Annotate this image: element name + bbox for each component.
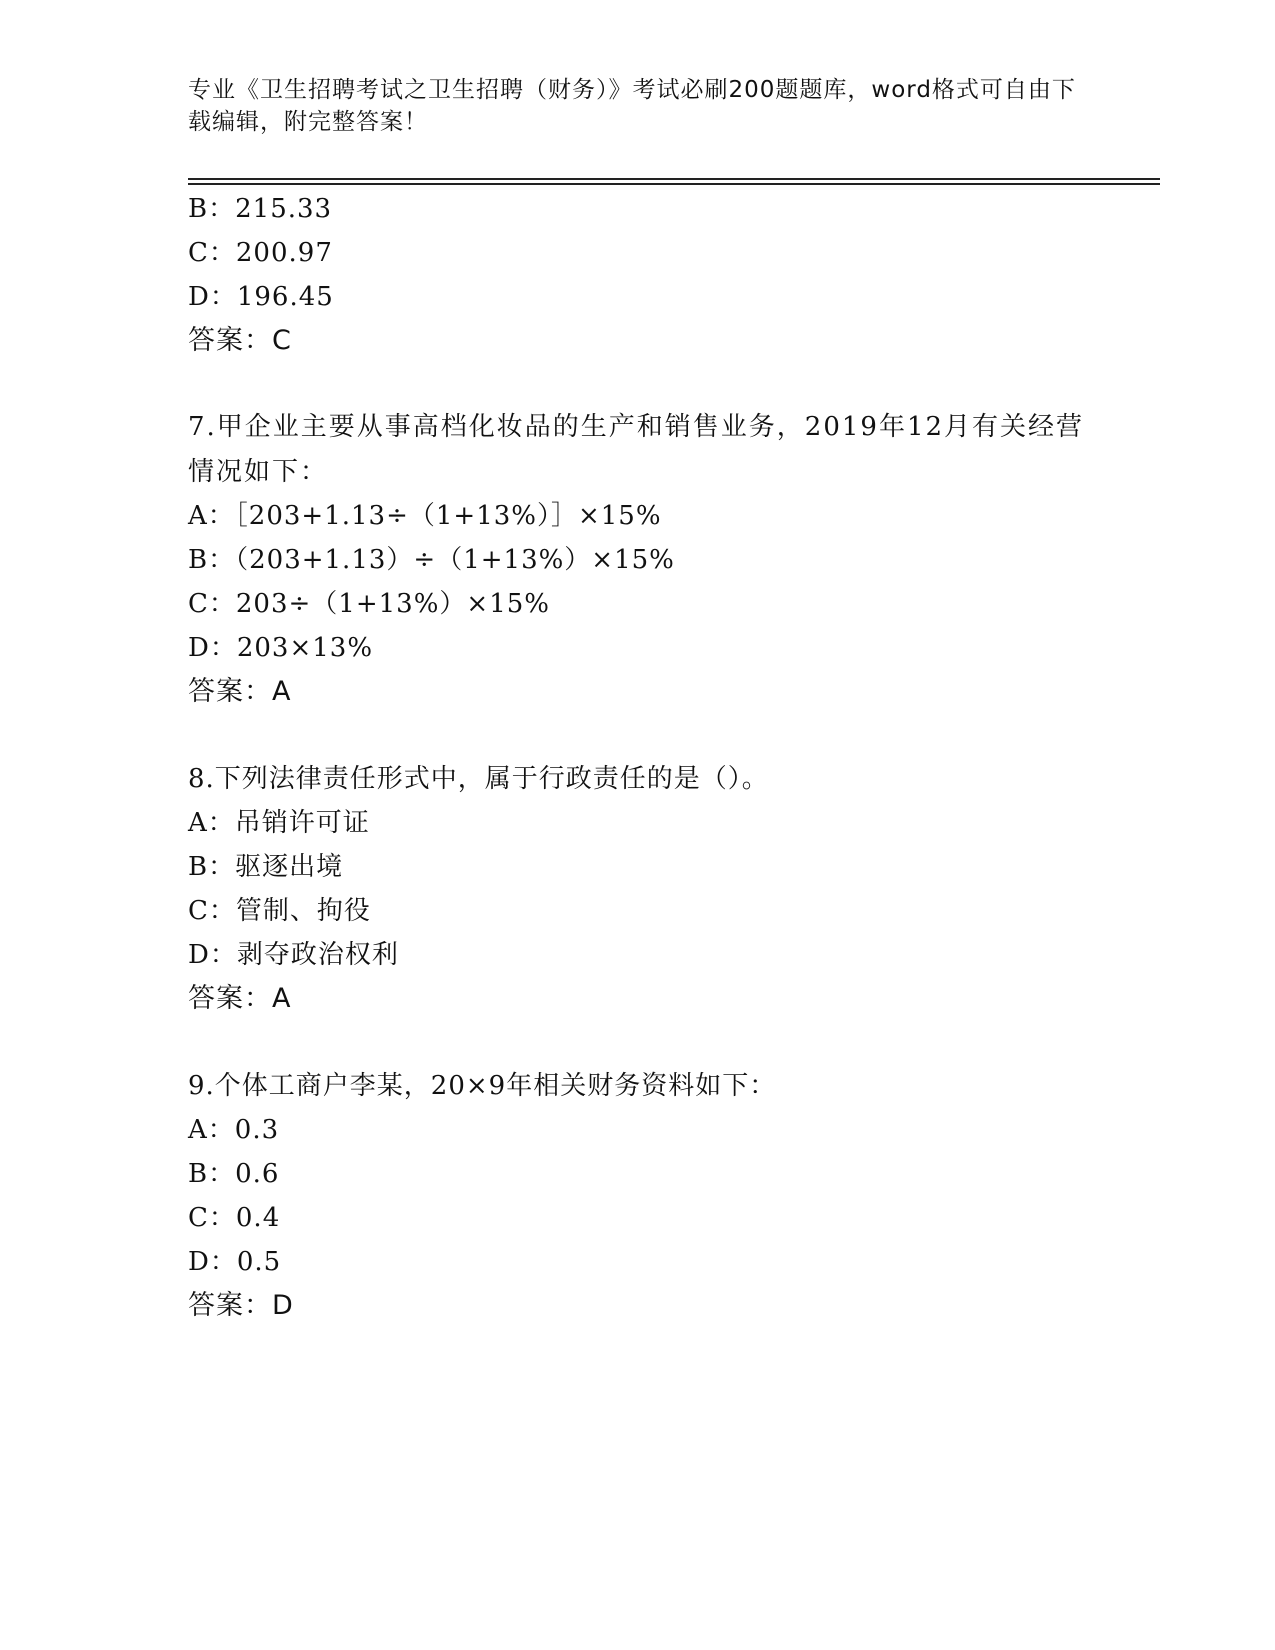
q9-option-b: B：0.6 bbox=[188, 1159, 280, 1189]
q7-option-d: D：203×13% bbox=[188, 633, 374, 663]
header-divider-top bbox=[188, 178, 1160, 180]
q9-answer: 答案：D bbox=[188, 1290, 294, 1321]
q6-option-c: C：200.97 bbox=[188, 238, 333, 268]
q7-answer: 答案：A bbox=[188, 676, 292, 707]
q8-answer: 答案：A bbox=[188, 983, 292, 1014]
header-divider-bottom bbox=[188, 183, 1160, 185]
q9-option-c: C：0.4 bbox=[188, 1203, 281, 1233]
q7-option-b: B：（203+1.13）÷（1+13%）×15% bbox=[188, 545, 675, 575]
document-header: 专业《卫生招聘考试之卫生招聘（财务）》考试必刷200题题库，word格式可自由下载编辑，附完整答案！ bbox=[188, 77, 1076, 135]
q8-option-b: B：驱逐出境 bbox=[188, 852, 344, 882]
q9-option-d: D：0.5 bbox=[188, 1247, 282, 1277]
q8-option-d: D：剥夺政治权利 bbox=[188, 940, 399, 970]
q8-question: 8.下列法律责任形式中，属于行政责任的是（）。 bbox=[188, 764, 769, 794]
q9-question: 9.个体工商户李某，20×9年相关财务资料如下： bbox=[188, 1071, 777, 1101]
q6-option-b: B：215.33 bbox=[188, 194, 333, 224]
q8-option-c: C：管制、拘役 bbox=[188, 896, 371, 926]
q6-option-d: D：196.45 bbox=[188, 282, 334, 312]
q7-question: 7.甲企业主要从事高档化妆品的生产和销售业务，2019年12月有关经营情况如下： bbox=[188, 412, 1085, 487]
q9-option-a: A：0.3 bbox=[188, 1115, 280, 1145]
q7-option-c: C：203÷（1+13%）×15% bbox=[188, 589, 550, 619]
q6-answer: 答案：C bbox=[188, 325, 292, 356]
q7-option-a: A：［203+1.13÷（1+13%）］×15% bbox=[188, 501, 662, 531]
q8-option-a: A：吊销许可证 bbox=[188, 808, 370, 838]
